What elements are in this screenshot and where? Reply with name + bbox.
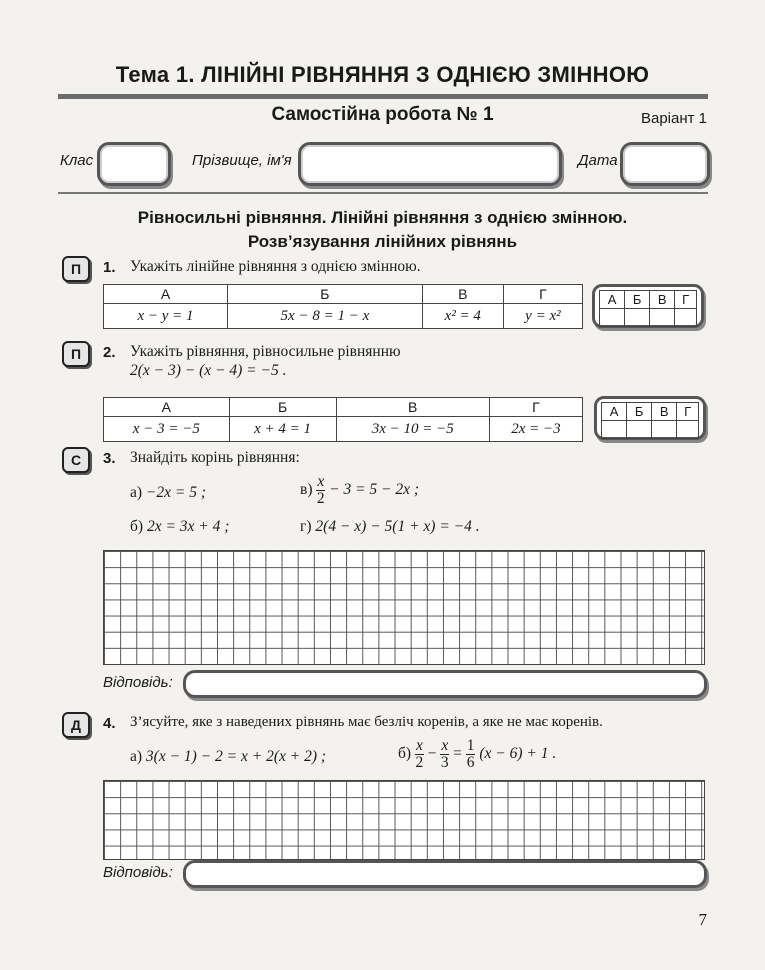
fraction-numerator: 1 <box>466 737 475 754</box>
subquestion-equation: 3(x − 1) − 2 = x + 2(x + 2) ; <box>145 748 327 765</box>
subquestion-label: а) <box>130 484 143 501</box>
answer-choice-box[interactable] <box>592 284 704 328</box>
answer-label: Відповідь: <box>103 674 173 691</box>
class-field[interactable] <box>97 142 171 186</box>
subquestion-equation: 2(4 − x) − 5(1 + x) = −4 . <box>315 518 480 535</box>
options-table <box>103 284 583 329</box>
subquestion-v <box>300 474 419 507</box>
fraction <box>415 738 424 771</box>
answer-cell[interactable] <box>652 421 677 439</box>
option-letter: Г <box>503 285 582 304</box>
answer-cell[interactable] <box>677 421 699 439</box>
subquestion-equation: 2x = 3x + 4 ; <box>146 518 230 535</box>
fraction <box>440 738 449 771</box>
options-table <box>103 397 583 442</box>
operator: − <box>427 745 437 763</box>
answer-cell[interactable] <box>600 309 625 327</box>
name-field[interactable] <box>298 142 562 186</box>
subquestion-a <box>130 484 206 502</box>
section-title-line1: Рівносильні рівняння. Лінійні рівняння з однією змінною. <box>137 208 628 227</box>
subquestion-label: г) <box>300 518 312 535</box>
subquestion-label: б) <box>398 745 412 763</box>
difficulty-badge: С <box>62 447 90 473</box>
subquestion-label: а) <box>130 748 143 765</box>
option-letter: Б <box>227 285 422 304</box>
option-letter: Б <box>229 398 336 417</box>
date-field[interactable] <box>620 142 710 186</box>
name-label: Прізвище, ім'я <box>192 152 292 169</box>
answer-letter: А <box>602 403 627 421</box>
fields-divider <box>58 192 708 194</box>
fraction <box>316 474 325 507</box>
question-number: 4. <box>103 715 116 732</box>
date-label: Дата <box>578 152 618 169</box>
answer-letter: Г <box>677 403 699 421</box>
variant-label: Варіант 1 <box>640 110 707 127</box>
subquestion-label: б) <box>130 518 144 535</box>
answer-cell[interactable] <box>650 309 675 327</box>
subquestion-b <box>398 738 556 771</box>
subquestion-g <box>300 518 480 536</box>
fraction <box>466 738 476 771</box>
question-text: Знайдіть корінь рівняння: <box>130 449 300 466</box>
fraction-denominator: 2 <box>415 754 424 771</box>
section-title-line2: Розв’язування лінійних рівнянь <box>247 232 518 251</box>
question-number: 2. <box>103 344 116 361</box>
answer-field[interactable] <box>183 670 707 698</box>
option-value: y = x² <box>503 304 582 329</box>
fraction-numerator: x <box>317 473 325 490</box>
fraction-numerator: x <box>441 737 449 754</box>
answer-letter: Б <box>625 291 650 309</box>
option-value: x + 4 = 1 <box>229 417 336 442</box>
work-title: Самостійна робота № 1 <box>271 104 494 125</box>
answer-choice-box[interactable] <box>594 396 706 440</box>
question-number: 1. <box>103 259 116 276</box>
option-value: 2x = −3 <box>489 417 582 442</box>
option-value: x − 3 = −5 <box>104 417 230 442</box>
option-value: x² = 4 <box>422 304 503 329</box>
option-value: 5x − 8 = 1 − x <box>227 304 422 329</box>
answer-cell[interactable] <box>675 309 697 327</box>
fraction-denominator: 2 <box>316 490 325 507</box>
question-equation: 2(x − 3) − (x − 4) = −5 . <box>130 362 287 379</box>
option-letter: В <box>336 398 489 417</box>
fraction-denominator: 6 <box>466 754 475 771</box>
difficulty-badge: П <box>62 256 90 282</box>
subquestion-label: в) <box>300 481 313 499</box>
fraction-denominator: 3 <box>440 754 449 771</box>
option-value: 3x − 10 = −5 <box>336 417 489 442</box>
answer-field[interactable] <box>183 860 707 888</box>
question-number: 3. <box>103 450 116 467</box>
answer-cell[interactable] <box>627 421 652 439</box>
operator: = <box>453 745 462 763</box>
subquestion-b <box>130 518 229 536</box>
question-text: Укажіть рівняння, рівносильне рівнянню <box>130 343 401 360</box>
difficulty-badge: П <box>62 341 90 367</box>
subquestion-equation: − 3 = 5 − 2x ; <box>329 481 420 499</box>
option-letter: Г <box>489 398 582 417</box>
answer-letter: В <box>652 403 677 421</box>
option-letter: А <box>104 285 228 304</box>
question-text: З’ясуйте, яке з наведених рівнянь має безліч коренів, а яке не має коренів. <box>130 714 603 730</box>
difficulty-badge: Д <box>62 712 90 738</box>
answer-label: Відповідь: <box>103 864 173 881</box>
answer-cell[interactable] <box>602 421 627 439</box>
option-letter: А <box>104 398 230 417</box>
class-label: Клас <box>60 152 94 169</box>
answer-cell[interactable] <box>625 309 650 327</box>
subquestion-equation: (x − 6) + 1 . <box>479 745 557 763</box>
page-number: 7 <box>698 910 707 929</box>
work-grid[interactable] <box>103 780 705 860</box>
answer-letter: А <box>600 291 625 309</box>
answer-letter: Г <box>675 291 697 309</box>
question-text: Укажіть лінійне рівняння з однією змінною. <box>130 258 421 275</box>
header-divider <box>58 94 708 99</box>
topic-title: Тема 1. ЛІНІЙНІ РІВНЯННЯ З ОДНІЄЮ ЗМІННОЮ <box>115 62 650 87</box>
option-value: x − y = 1 <box>104 304 228 329</box>
fraction-numerator: x <box>415 737 423 754</box>
subquestion-equation: −2x = 5 ; <box>145 484 207 501</box>
answer-letter: Б <box>627 403 652 421</box>
option-letter: В <box>422 285 503 304</box>
subquestion-a <box>130 748 326 766</box>
work-grid[interactable] <box>103 550 705 665</box>
answer-letter: В <box>650 291 675 309</box>
